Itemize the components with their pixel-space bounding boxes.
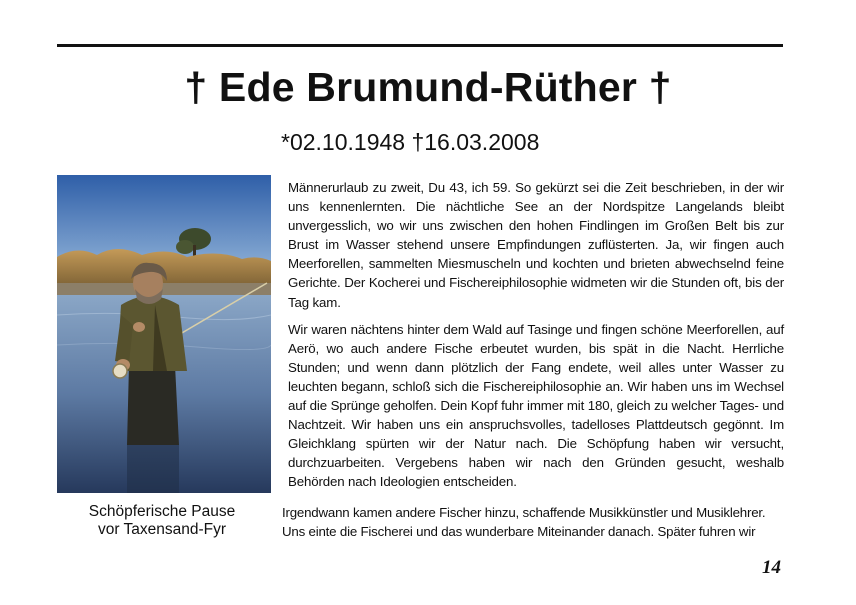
page-number: 14 (762, 557, 781, 578)
photo-fisherman-in-water-icon (57, 175, 271, 493)
life-dates: *02.10.1948 †16.03.2008 (281, 129, 540, 155)
page-title: † Ede Brumund-Rüther † (184, 64, 672, 110)
paragraph: Wir waren nächtens hinter dem Wald auf Tasinge und fingen schöne Meerforellen, auf Aerö, wo auch andere Fische erbeutet wurden, bis spät in die Nacht. Herrliche Stunden; und wenn dann plötzlich der Fang endete, weil alles unter Wasser zu leuchten begann, schloß sich die Fischereiphilosophie an. Wir haben uns im Wechsel auf die Sprünge geholfen. Dein Kopf fuhr immer mit 180, gleich zu welcher Tages- und Nachtzeit. Wir haben uns ein anspruchsvolles, tadelloses Plattdeutsch gegönnt. Im Gleichklang spürten wir der Natur nach. Die Schöpfung haben wir versucht, durchzuarbeiten. Vergebens haben wir nach den Gründen gesucht, weshalb Behörden nach Ideologien entscheiden. (288, 321, 784, 490)
caption-line: Schöpferische Pause (88, 503, 236, 520)
caption-line: vor Taxensand-Fyr (97, 521, 227, 538)
top-rule (57, 44, 783, 47)
article-continuation (282, 503, 782, 541)
photo-caption (72, 503, 252, 539)
paragraph: Männerurlaub zu zweit, Du 43, ich 59. So gekürzt sei die Zeit beschrieben, in der wir uns kennenlernten. Die nächtliche See an der Nordspitze Langelands bleibt unvergesslich, wo wir uns zwischen den hohen Findlingen im Großen Belt bis zur Brust im Wasser stehend unsere Empfindungen zuflüsterten. Ja, wir fingen auch Meerforellen, sammelten Miesmuscheln und kochten und brieten abwechselnd feine Gerichte. Der Kocherei und Fischereiphilosophie widmeten wir die Stunden oft, bis der Tag kam. (288, 180, 784, 310)
text-line: Uns einte die Fischerei und das wunderbare Miteinander danach. Später fuhren wir (282, 524, 756, 539)
fisherman-photo (57, 175, 271, 493)
text-line: Irgendwann kamen andere Fischer hinzu, schaffende Musikkünstler und Musiklehrer. (282, 505, 766, 520)
article-body (288, 178, 784, 500)
